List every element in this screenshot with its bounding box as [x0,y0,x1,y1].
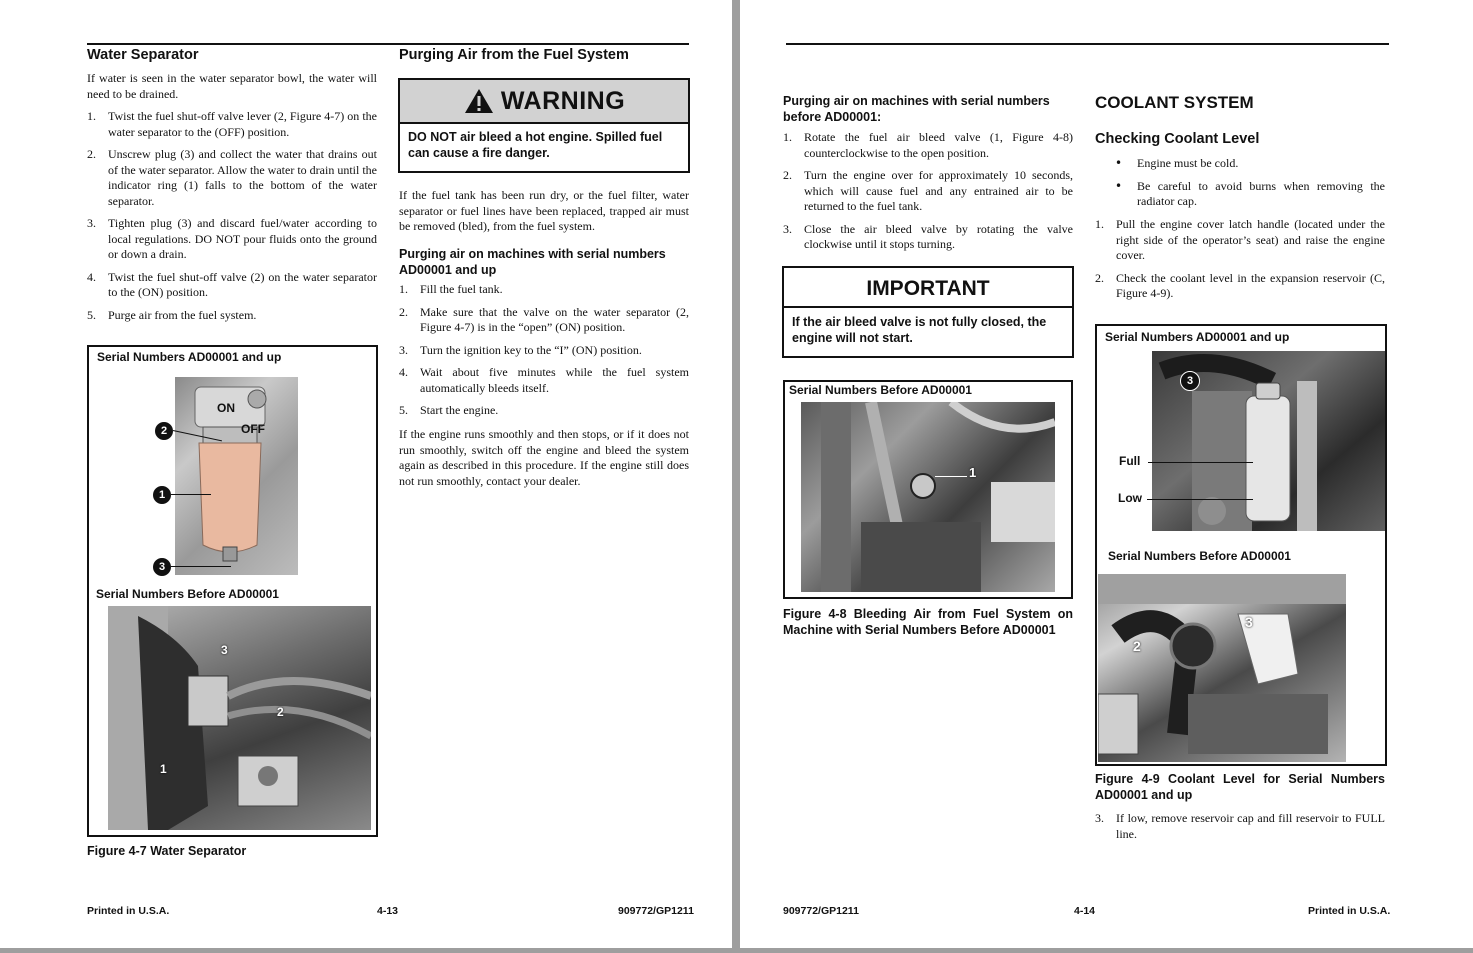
important-text: If the air bleed valve is not fully closed, the engine will not start. [792,315,1047,345]
full-label: Full [1119,454,1141,468]
list-item: 1. Rotate the fuel air bleed valve (1, Figure 4-8) counterclockwise to the open position. [783,130,1073,160]
water-separator-engine-photo [108,606,371,830]
figure-4-9 [1095,324,1387,766]
list-item: 3. Close the air bleed valve by rotating the valve clockwise until it stops turning. [783,221,1073,251]
purging-intro: If the fuel tank has been run dry, or the fuel filter, water separator or fuel lines have been replaced, trapped air must be removed (bled), from the fuel system. [399,188,689,233]
coolant-step-3 [1095,811,1385,849]
figure-label-top: Serial Numbers AD00001 and up [97,350,282,364]
callout-1-bottom: 1 [160,762,167,776]
left-page [0,0,732,948]
header-rule [87,43,689,45]
callout-1: 1 [969,465,977,480]
callout-3: 3 [1180,371,1200,391]
footer-left: Printed in U.S.A. [87,905,170,917]
list-item: 3. Turn the ignition key to the “I” (ON) position. [399,342,642,357]
warning-header [400,80,688,124]
water-separator-photo [175,377,298,575]
purge-before-steps [783,130,1073,260]
on-label: ON [217,401,235,415]
low-label: Low [1118,491,1142,505]
list-item: 1. Fill the fuel tank. [399,282,503,296]
low-line [1147,499,1253,500]
callout-1: 1 [152,485,172,505]
leader-line [171,494,211,495]
list-item: • Be careful to avoid burns when removing the radiator cap. [1115,178,1385,208]
callout-2-bottom: 2 [1133,638,1141,654]
coolant-engine-photo [1098,574,1346,762]
header-rule [786,43,1389,45]
figure-label: Serial Numbers Before AD00001 [789,383,972,397]
figure-4-7 [87,345,378,837]
purging-steps [399,282,689,426]
callout-2-bottom: 2 [277,705,284,719]
coolant-engine-drawing [1098,574,1346,762]
purging-outro: If the engine runs smoothly and then stops, or if it does not run smoothly, switch off the engine and bleed the system again as described in this procedure. If the engine still does not run smoothly, contact your dealer. [399,427,689,488]
important-box [782,266,1074,358]
callout-3-bottom: 3 [221,643,228,657]
list-item: 2. Check the coolant level in the expansion reservoir (C, Figure 4-9). [1095,270,1385,300]
coolant-subtitle: Checking Coolant Level [1095,131,1260,147]
page-number: 4-14 [1074,905,1096,917]
list-item: 5. Start the engine. [399,403,499,417]
list-item: 4. Wait about five minutes while the fuel system automatically bleeds itself. [399,365,689,395]
bullet-icon: • [1115,178,1123,193]
warning-box [398,78,690,173]
purge-before-title: Purging air on machines with serial numbers before AD00001: [783,94,1050,124]
figure-label-bottom: Serial Numbers Before AD00001 [1108,549,1291,563]
list-item: 1. Twist the fuel shut-off valve lever (2, Figure 4-7) on the water separator to the (OFF) position. [87,109,377,139]
list-item: 3. If low, remove reservoir cap and fill reservoir to FULL line. [1095,811,1385,841]
figure-label-bottom: Serial Numbers Before AD00001 [96,587,279,601]
list-item: 3. Tighten plug (3) and discard fuel/water according to local regulations. DO NOT pour fluids onto the ground or down a drain. [87,216,377,261]
list-item: 1. Pull the engine cover latch handle (located under the right side of the operator’s seat) and raise the engine cover. [1095,217,1385,262]
list-item: 2. Unscrew plug (3) and collect the water that drains out of the water separator. Allow the water to drain until the indicator ring (1) falls to the bottom of the water separator. [87,147,377,208]
coolant-steps [1095,217,1385,309]
important-title: IMPORTANT [784,268,1072,308]
leader-line [935,476,967,477]
warning-triangle-icon [463,87,495,115]
figure-4-8 [783,380,1073,599]
water-separator-intro: If water is seen in the water separator bowl, the water will need to be drained. [87,71,377,101]
figure-label-top: Serial Numbers AD00001 and up [1105,330,1290,344]
list-item: 2. Turn the engine over for approximately 10 seconds, which will cause fuel and any entrained air to be returned to the fuel tank. [783,168,1073,213]
figure-4-8-caption: Figure 4-8 Bleeding Air from Fuel System on Machine with Serial Numbers Before AD00001 [783,607,1073,637]
air-bleed-drawing [801,402,1055,592]
footer-right: Printed in U.S.A. [1308,905,1391,917]
warning-title: WARNING [500,86,626,115]
list-item: • Engine must be cold. [1115,156,1239,170]
purging-subtitle: Purging air on machines with serial numbers AD00001 and up [399,247,666,277]
figure-4-9-caption: Figure 4-9 Coolant Level for Serial Numbers AD00001 and up [1095,772,1385,802]
callout-3: 3 [152,557,172,577]
list-item: 4. Twist the fuel shut-off valve (2) on the water separator to the (ON) position. [87,269,377,299]
air-bleed-photo [801,402,1055,592]
water-separator-steps [87,109,377,330]
footer-right: 909772/GP1211 [618,905,694,917]
callout-3-bottom: 3 [1245,614,1253,630]
page-number: 4-13 [377,905,399,917]
list-item: 5. Purge air from the fuel system. [87,307,257,322]
water-separator-title: Water Separator [87,47,199,63]
footer-left: 909772/GP1211 [783,905,859,917]
coolant-title: COOLANT SYSTEM [1095,93,1254,112]
purging-title: Purging Air from the Fuel System [399,47,629,63]
off-label: OFF [241,422,265,436]
list-item: 2. Make sure that the valve on the water separator (2, Figure 4-7) is in the “open” (ON) position. [399,304,689,334]
right-page [740,0,1473,948]
coolant-bullets [1115,156,1385,217]
full-line [1148,462,1253,463]
warning-text: DO NOT air bleed a hot engine. Spilled fuel can cause a fire danger. [408,130,663,160]
bullet-icon: • [1115,156,1123,170]
engine-drawing [108,606,371,830]
figure-4-7-caption: Figure 4-7 Water Separator [87,844,247,858]
water-separator-drawing [175,377,298,575]
callout-2: 2 [154,421,174,441]
leader-line [171,566,231,567]
